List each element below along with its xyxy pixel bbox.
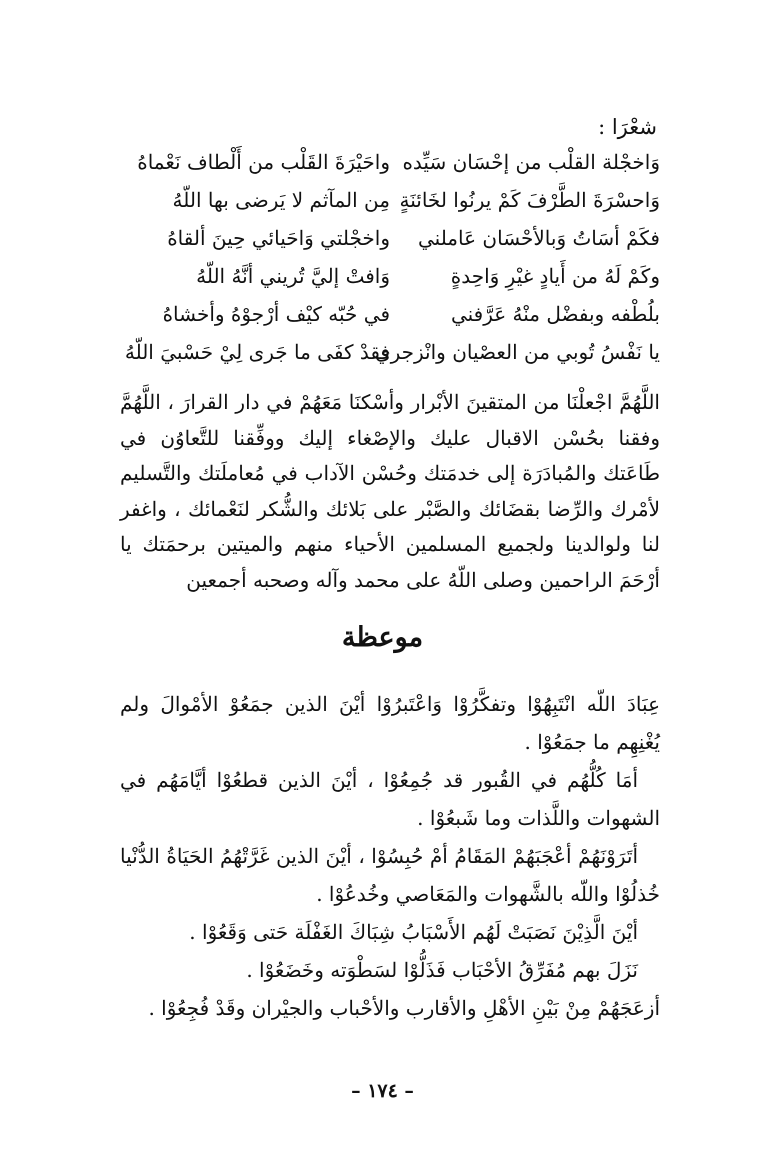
sermon-paragraph: نَزَلَ بهم مُفَرِّقُ الأحْبَاب فَذَلُّوْا لسَطْوَته وخَضَعُوْا . [246, 958, 638, 982]
sermon [120, 685, 660, 1027]
verse-second-hemistich: مِن المآثم لا يَرضى بها اللّهُ [172, 188, 390, 212]
sermon-paragraph: أمَا كُلُّهُم في القُبور قد جُمِعُوْا ، أيْنَ الذين قطعُوْا أيَّامَهُم في الشهوات واللَّذات وما شَبعُوْا . [120, 768, 660, 830]
verse-first-hemistich: وَاخجْلة القلْب من إحْسَان سَيِّده [402, 150, 660, 174]
sermon-paragraph: أزعَجَهُمْ مِنْ بَيْنِ الأهْلِ والأقارب والأحْباب والجيْران وقَدْ فُجِعُوْا . [148, 996, 660, 1020]
verse-first-hemistich: وكَمْ لَهُ من أَيادٍ غيْرِ وَاحِدةٍ [450, 264, 660, 288]
poem-verse [120, 226, 660, 264]
poem-verse [120, 302, 660, 340]
poem-label: شعْرَا : [598, 115, 657, 139]
poem-verse [120, 340, 660, 378]
verse-first-hemistich: فكَمْ أسَاتُ وَبالأحْسَان عَاملني [417, 226, 660, 250]
poem-verse [120, 264, 660, 302]
verse-first-hemistich: يا نَفْسُ تُوبي من العصْيان وانْزجري [374, 340, 660, 364]
sermon-paragraph: عِبَادَ اللّه انْتَبِهُوْا وتفكَّرُوْا وَاعْتَبرُوْا أيْنَ الذين جمَعُوْ الأمْوالَ ولم يُغْنِهِم ما جمَعُوْا . [120, 692, 660, 754]
sermon-paragraph: أيْنَ الَّذِيْنَ نَصَبَتْ لَهُم الأَسْبَابُ شِبَاكَ الغَفْلَة حَتى وَقَعُوْا . [189, 920, 638, 944]
poem [120, 150, 660, 378]
section-heading [0, 622, 765, 653]
verse-second-hemistich: في حُبّه كيْف أرْجوْهُ وأخشاهُ [162, 302, 390, 326]
prayer-paragraph: اللَّهُمَّ اجْعلْنَا من المتقينَ الأبْرار وأسْكنَا مَعَهُمْ في دار القرارَ ، اللَّهُمَّ وفقنا بحُسْن الاقبال عليك والإصْغاء إليك ووفِّقنا للتَّعاوُن في طَاعَتك والمُبادَرَة إلى خدمَتك وحُسْن الآداب في مُعاملَتك والتَّسليم لأمْرك والرِّضا بقضَائك والصَّبْر على بَلائك والشُّكر لنَعْمائك ، واغفر لنا ولوالدينا ولجميع المسلمين الأحياء منهم والميتين برحمَتك يا أرْحَمَ الراحمين وصلى اللّهُ على محمد وآله وصحبه أجمعين [120, 390, 660, 592]
page-number: – ١٧٤ – [351, 1080, 414, 1102]
verse-first-hemistich: وَاحسْرَةَ الطَّرْفَ كَمْ يرنُوا لخَائنَةٍ [399, 188, 660, 212]
poem-verse [120, 188, 660, 226]
verse-second-hemistich: واحَيْرَةَ القَلْب من أَلْطاف نَعْماهُ [137, 150, 390, 174]
verse-second-hemistich: فقدْ كفَى ما جَرى لِيْ حَسْبيَ اللّهُ [124, 340, 390, 364]
poem-verse [120, 150, 660, 188]
verse-first-hemistich: بلُطْفه وبفضْل منْهُ عَرَّفني [450, 302, 660, 326]
section-heading-text: موعظة [341, 622, 424, 653]
verse-second-hemistich: وَافتْ إليَّ تُريني أنَّهُ اللّهُ [196, 264, 390, 288]
verse-second-hemistich: واخجْلتي وَاحَيائي حِينَ ألقاهُ [167, 226, 390, 250]
sermon-paragraph: أتَرَوْنَهُمْ أعْجَبَهُمْ المَقَامُ أمْ حُبِسُوْا ، أيْنَ الذين غَرَّتْهُمُ الحَيَاةُ الدُّنْيا خُذلُوْا واللّه بالشَّهوات والمَعَاصي وخُدعُوْا . [120, 844, 660, 906]
